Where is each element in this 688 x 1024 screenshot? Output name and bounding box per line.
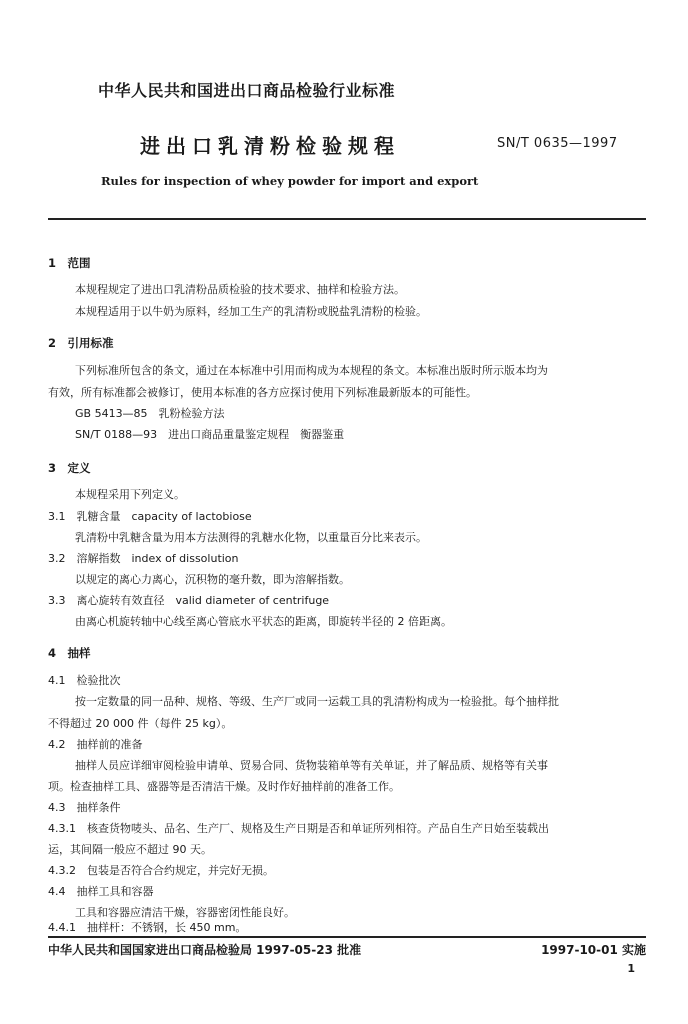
definition-text: 乳清粉中乳糖含量为用本方法测得的乳糖水化物，以重量百分比来表示。 [75,531,427,544]
definition-text: 由离心机旋转轴中心线至离心管底水平状态的距离，即旋转半径的 2 倍距离。 [75,615,452,628]
subsection-title: 4.2 抽样前的准备 [48,738,143,751]
english-title: Rules for inspection of whey powder for import and export [101,174,479,188]
paragraph: 下列标准所包含的条文，通过在本标准中引用而构成为本规程的条文。本标准出版时所示版本均为 [75,364,548,377]
paragraph: 项。检查抽样工具、盛器等是否清洁干燥。及时作好抽样前的准备工作。 [48,780,400,793]
reference-item: GB 5413—85 乳粉检验方法 [75,407,225,420]
paragraph: 本规程采用下列定义。 [75,488,185,501]
paragraph: 4.4.1 抽样杆：不锈钢，长 450 mm。 [48,921,247,934]
reference-item: SN/T 0188—93 进出口商品重量鉴定规程 衡器鉴重 [75,428,345,441]
paragraph: 本规程适用于以牛奶为原料，经加工生产的乳清粉或脱盐乳清粉的检验。 [75,305,427,318]
effective-date: 1997-10-01 实施 [541,943,646,957]
section-heading-references: 2 引用标准 [48,336,114,350]
header-divider [48,218,646,220]
paragraph: 抽样人员应详细审阅检验申请单、贸易合同、货物装箱单等有关单证，并了解品质、规格等有关事 [75,759,548,772]
section-heading-sampling: 4 抽样 [48,646,91,660]
subsection-title: 4.4 抽样工具和容器 [48,885,154,898]
issuing-authority: 中华人民共和国进出口商品检验行业标准 [98,81,396,100]
section-heading-scope: 1 范围 [48,256,91,270]
definition-term: 3.3 离心旋转有效直径 valid diameter of centrifuge [48,594,330,607]
approval-note: 中华人民共和国国家进出口商品检验局 1997-05-23 批准 [48,943,362,957]
paragraph: 4.3.1 核查货物唛头、品名、生产厂、规格及生产日期是否和单证所列相符。产品自生产日始至装载出 [48,822,549,835]
paragraph: 运，其间隔一般应不超过 90 天。 [48,843,212,856]
subsection-title: 4.3 抽样条件 [48,801,121,814]
paragraph: 工具和容器应清洁干燥，容器密闭性能良好。 [75,906,295,919]
document-title: 进出口乳清粉检验规程 [140,134,400,158]
definition-term: 3.1 乳糖含量 capacity of lactobiose [48,510,252,523]
definition-term: 3.2 溶解指数 index of dissolution [48,552,239,565]
paragraph: 4.3.2 包装是否符合合约规定，并完好无损。 [48,864,274,877]
subsection-title: 4.1 检验批次 [48,674,121,687]
paragraph: 不得超过 20 000 件（每件 25 kg）。 [48,717,233,730]
standard-code: SN/T 0635—1997 [497,136,618,151]
section-heading-definitions: 3 定义 [48,461,91,475]
page-number: 1 [627,962,635,975]
footer-divider [48,936,646,938]
definition-text: 以规定的离心力离心，沉积物的毫升数，即为溶解指数。 [75,573,350,586]
paragraph: 本规程规定了进出口乳清粉品质检验的技术要求、抽样和检验方法。 [75,283,405,296]
paragraph: 按一定数量的同一品种、规格、等级、生产厂或同一运载工具的乳清粉构成为一检验批。每个抽样批 [75,695,559,708]
paragraph: 有效，所有标准都会被修订，使用本标准的各方应探讨使用下列标准最新版本的可能性。 [48,386,477,399]
